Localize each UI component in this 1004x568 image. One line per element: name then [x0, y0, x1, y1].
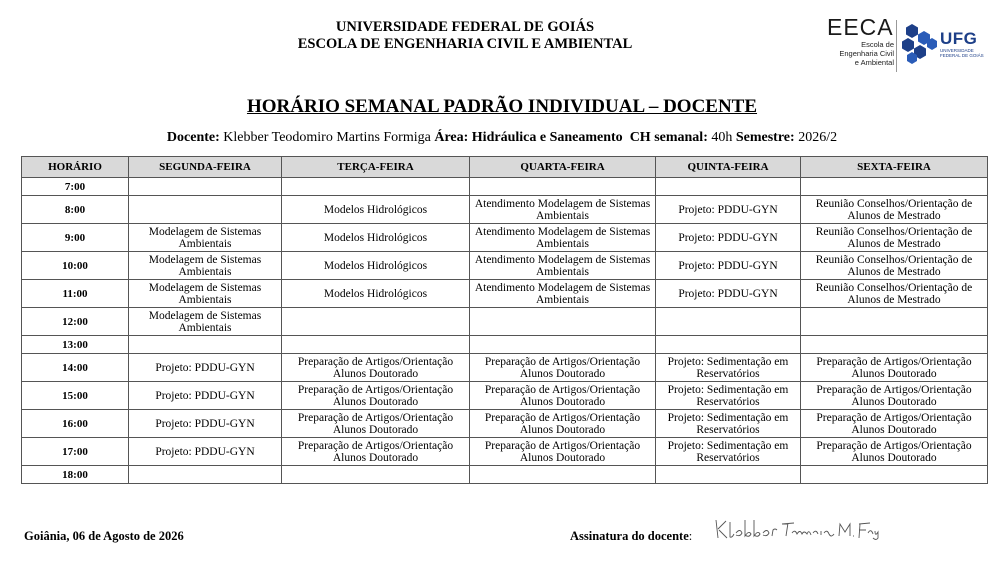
schedule-cell: Projeto: Sedimentação em Reservatórios	[656, 354, 801, 382]
teacher-info	[0, 130, 1004, 146]
schedule-row	[22, 308, 988, 336]
schedule-cell: Projeto: Sedimentação em Reservatórios	[656, 410, 801, 438]
column-header: SEXTA-FEIRA	[801, 157, 988, 178]
schedule-header-row	[22, 157, 988, 178]
schedule-cell	[282, 308, 470, 336]
schedule-cell	[801, 178, 988, 196]
hour-cell: 16:00	[22, 410, 129, 438]
hour-cell: 9:00	[22, 224, 129, 252]
eeca-logo-sub-2: Engenharia Civil	[839, 49, 894, 58]
schedule-cell	[470, 308, 656, 336]
schedule-cell: Preparação de Artigos/Orientação Alunos Doutorado	[801, 410, 988, 438]
schedule-cell	[282, 178, 470, 196]
schedule-cell: Reunião Conselhos/Orientação de Alunos de Mestrado	[801, 224, 988, 252]
schedule-cell	[129, 196, 282, 224]
schedule-cell: Preparação de Artigos/Orientação Alunos Doutorado	[282, 438, 470, 466]
ch-label: CH semanal:	[629, 130, 708, 145]
schedule-row	[22, 466, 988, 484]
schedule-cell	[801, 466, 988, 484]
schedule-cell	[282, 336, 470, 354]
schedule-cell	[656, 308, 801, 336]
place-date: Goiânia, 06 de Agosto de 2026	[24, 529, 184, 543]
schedule-row	[22, 336, 988, 354]
schedule-cell: Preparação de Artigos/Orientação Alunos Doutorado	[282, 410, 470, 438]
schedule-cell: Modelos Hidrológicos	[282, 252, 470, 280]
schedule-row	[22, 178, 988, 196]
schedule-cell: Preparação de Artigos/Orientação Alunos Doutorado	[470, 354, 656, 382]
schedule-cell: Modelos Hidrológicos	[282, 196, 470, 224]
schedule-cell	[470, 466, 656, 484]
schedule-cell	[129, 336, 282, 354]
schedule-row	[22, 410, 988, 438]
schedule-cell: Projeto: PDDU-GYN	[129, 354, 282, 382]
hour-cell: 12:00	[22, 308, 129, 336]
schedule-cell: Modelagem de Sistemas Ambientais	[129, 224, 282, 252]
schedule-cell: Atendimento Modelagem de Sistemas Ambientais	[470, 196, 656, 224]
ufg-logo-title: UFG	[940, 29, 978, 48]
hour-cell: 7:00	[22, 178, 129, 196]
schedule-cell: Reunião Conselhos/Orientação de Alunos de Mestrado	[801, 252, 988, 280]
school-name: ESCOLA DE ENGENHARIA CIVIL E AMBIENTAL	[297, 36, 633, 52]
ufg-logo-sub-2: FEDERAL DE GOIÁS	[940, 53, 984, 58]
column-header: TERÇA-FEIRA	[282, 157, 470, 178]
hour-cell: 18:00	[22, 466, 129, 484]
eeca-logo-sub-1: Escola de	[861, 40, 894, 49]
schedule-cell: Preparação de Artigos/Orientação Alunos Doutorado	[801, 438, 988, 466]
hour-cell: 15:00	[22, 382, 129, 410]
schedule-cell: Modelos Hidrológicos	[282, 280, 470, 308]
semestre-label: Semestre:	[735, 130, 795, 145]
schedule-cell: Projeto: PDDU-GYN	[656, 280, 801, 308]
schedule-cell: Modelagem de Sistemas Ambientais	[129, 280, 282, 308]
hour-cell: 8:00	[22, 196, 129, 224]
schedule-cell: Projeto: PDDU-GYN	[129, 438, 282, 466]
schedule-cell	[656, 336, 801, 354]
schedule-cell: Modelagem de Sistemas Ambientais	[129, 308, 282, 336]
hour-cell: 10:00	[22, 252, 129, 280]
column-header: SEGUNDA-FEIRA	[129, 157, 282, 178]
schedule-cell: Projeto: PDDU-GYN	[129, 410, 282, 438]
column-header: HORÁRIO	[22, 157, 129, 178]
schedule-cell: Preparação de Artigos/Orientação Alunos Doutorado	[801, 382, 988, 410]
schedule-cell: Preparação de Artigos/Orientação Alunos Doutorado	[470, 438, 656, 466]
university-name: UNIVERSIDADE FEDERAL DE GOIÁS	[335, 19, 595, 35]
schedule-cell	[801, 336, 988, 354]
schedule-cell	[129, 178, 282, 196]
ufg-hexagon-icon	[900, 22, 938, 66]
document-title: HORÁRIO SEMANAL PADRÃO INDIVIDUAL – DOCENTE	[246, 96, 758, 117]
schedule-cell: Preparação de Artigos/Orientação Alunos Doutorado	[282, 382, 470, 410]
hour-cell: 13:00	[22, 336, 129, 354]
schedule-cell: Projeto: PDDU-GYN	[129, 382, 282, 410]
schedule-row	[22, 224, 988, 252]
schedule-cell: Atendimento Modelagem de Sistemas Ambientais	[470, 280, 656, 308]
schedule-cell	[282, 466, 470, 484]
schedule-cell: Preparação de Artigos/Orientação Alunos Doutorado	[470, 410, 656, 438]
schedule-row	[22, 354, 988, 382]
semestre-value: 2026/2	[798, 130, 838, 145]
schedule-cell: Projeto: PDDU-GYN	[656, 224, 801, 252]
logos	[826, 14, 996, 74]
schedule-row	[22, 382, 988, 410]
schedule-cell: Atendimento Modelagem de Sistemas Ambientais	[470, 252, 656, 280]
signature-label: Assinatura do docente	[570, 529, 689, 543]
schedule-table	[21, 156, 988, 484]
signature-label-line: Assinatura do docente:	[570, 529, 693, 543]
area-value: Hidráulica e Saneamento	[471, 130, 623, 145]
schedule-cell: Atendimento Modelagem de Sistemas Ambientais	[470, 224, 656, 252]
schedule-cell: Projeto: Sedimentação em Reservatórios	[656, 382, 801, 410]
schedule-cell	[470, 336, 656, 354]
schedule-cell: Projeto: PDDU-GYN	[656, 252, 801, 280]
eeca-logo	[826, 14, 898, 67]
hour-cell: 17:00	[22, 438, 129, 466]
handwritten-signature	[712, 516, 882, 542]
eeca-logo-title: EECA	[827, 14, 894, 40]
institution-header	[0, 19, 930, 53]
docente-name: Klebber Teodomiro Martins Formiga	[223, 130, 431, 145]
schedule-cell: Projeto: PDDU-GYN	[656, 196, 801, 224]
ch-value: 40h	[711, 130, 733, 145]
schedule-cell: Modelagem de Sistemas Ambientais	[129, 252, 282, 280]
schedule-row	[22, 438, 988, 466]
ufg-logo-sub-1: UNIVERSIDADE	[940, 48, 974, 53]
schedule-cell: Preparação de Artigos/Orientação Alunos Doutorado	[801, 354, 988, 382]
column-header: QUINTA-FEIRA	[656, 157, 801, 178]
schedule-cell: Projeto: Sedimentação em Reservatórios	[656, 438, 801, 466]
eeca-logo-sub-3: e Ambiental	[854, 58, 894, 67]
schedule-row	[22, 196, 988, 224]
column-header: QUARTA-FEIRA	[470, 157, 656, 178]
schedule-row	[22, 280, 988, 308]
schedule-cell: Modelos Hidrológicos	[282, 224, 470, 252]
schedule-cell	[801, 308, 988, 336]
schedule-row	[22, 252, 988, 280]
schedule-cell: Preparação de Artigos/Orientação Alunos Doutorado	[470, 382, 656, 410]
schedule-cell	[656, 178, 801, 196]
area-label: Área:	[434, 130, 469, 145]
schedule-cell	[470, 178, 656, 196]
schedule-cell: Preparação de Artigos/Orientação Alunos Doutorado	[282, 354, 470, 382]
hour-cell: 14:00	[22, 354, 129, 382]
logo-divider	[896, 20, 897, 72]
schedule-cell: Reunião Conselhos/Orientação de Alunos de Mestrado	[801, 280, 988, 308]
ufg-logo-sub	[940, 48, 984, 58]
schedule-cell	[656, 466, 801, 484]
schedule-cell	[129, 466, 282, 484]
hour-cell: 11:00	[22, 280, 129, 308]
schedule-cell: Reunião Conselhos/Orientação de Alunos de Mestrado	[801, 196, 988, 224]
docente-label: Docente:	[166, 130, 220, 145]
